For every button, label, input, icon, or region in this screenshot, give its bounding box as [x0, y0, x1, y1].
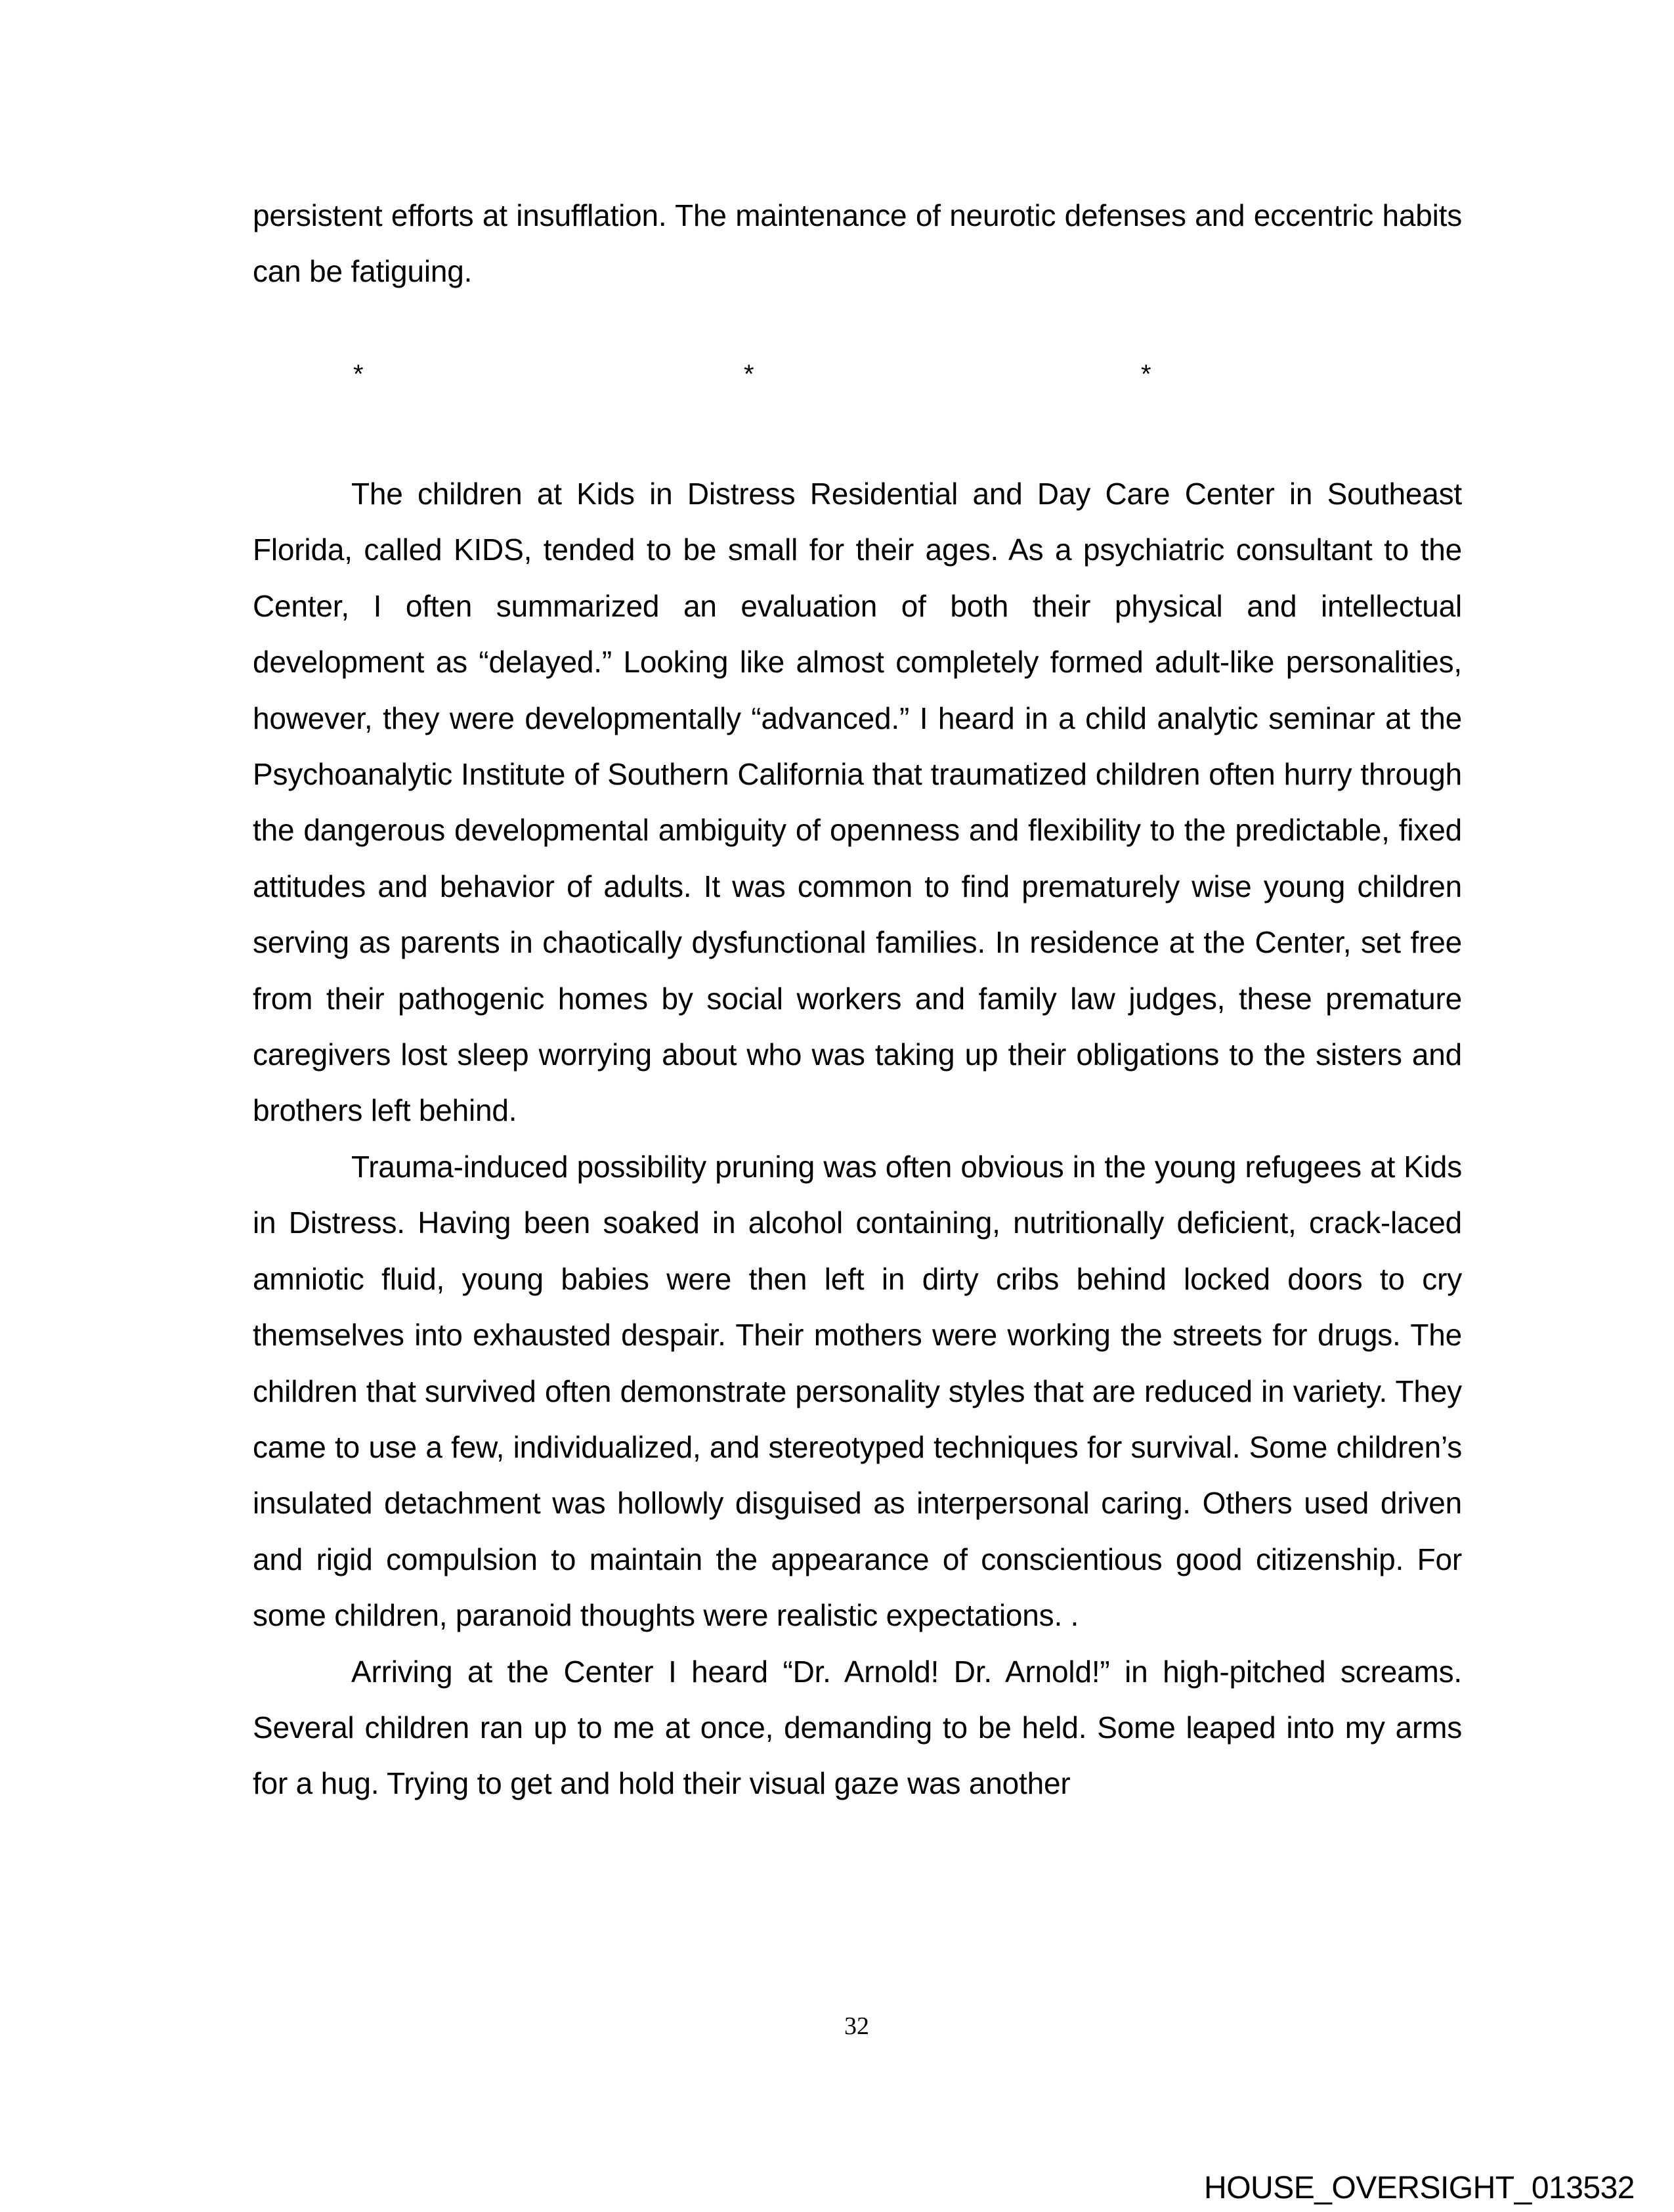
body-text — [253, 466, 1462, 1812]
page-number: 32 — [844, 2012, 869, 2040]
paragraph-trauma-pruning: Trauma-induced possibility pruning was often obvious in the young refugees at Kids in Distress. Having been soaked in alcohol containing, nutritionally deficient, crack-laced amniotic fluid, young babies were then left in dirty cribs behind locked doors to cry themselves into exhausted despair. Their mothers were working the streets for drugs. The children that survived often demonstrate personality styles that are reduced in variety. They came to use a few, individualized, and stereotyped techniques for survival. Some children’s insulated detachment was hollowly disguised as interpersonal caring. Others used driven and rigid compulsion to maintain the appearance of conscientious good citizenship. For some children, paranoid thoughts were realistic expectations. . — [253, 1149, 1462, 1633]
section-break-star: * — [353, 360, 364, 389]
paragraph-kids-center: The children at Kids in Distress Residential and Day Care Center in Southeast Florida, called KIDS, tended to be small for their ages. As a psychiatric consultant to the Center, I often summarized an evaluation of both their physical and intellectual development as “delayed.” Looking like almost completely formed adult-like personalities, however, they were developmentally “advanced.” I heard in a child analytic seminar at the Psychoanalytic Institute of Southern California that traumatized children often hurry through the dangerous developmental ambiguity of openness and flexibility to the predictable, fixed attitudes and behavior of adults. It was common to find prematurely wise young children serving as parents in chaotically dysfunctional families. In residence at the Center, set free from their pathogenic homes by social workers and family law judges, these premature caregivers lost sleep worrying about who was taking up their obligations to the sisters and brothers left behind. — [253, 477, 1462, 1128]
paragraph-continued: persistent efforts at insufflation. The maintenance of neurotic defenses and eccentric habits can be fatiguing. — [253, 198, 1462, 289]
section-break-star: * — [1141, 360, 1151, 389]
bates-stamp: HOUSE_OVERSIGHT_013532 — [1204, 2171, 1635, 2205]
paragraph-arriving: Arriving at the Center I heard “Dr. Arnold! Dr. Arnold!” in high-pitched screams. Several children ran up to me at once, demanding to be held. Some leaped into my arms for a hug. Trying to get and hold their visual gaze was another — [253, 1654, 1462, 1801]
continuation-paragraph — [253, 188, 1462, 300]
section-break-star: * — [744, 360, 754, 389]
